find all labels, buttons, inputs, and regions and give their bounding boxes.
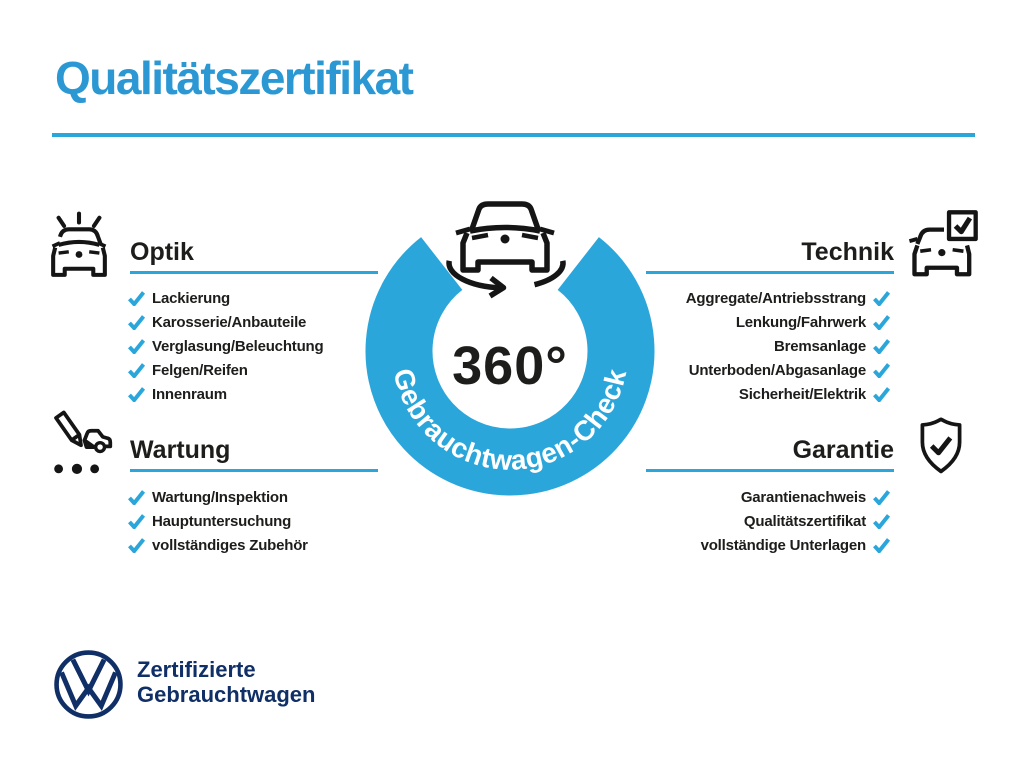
check-icon	[873, 538, 890, 553]
check-icon	[128, 363, 145, 378]
car-shine-icon	[45, 210, 113, 284]
section-rule-optik	[130, 271, 378, 274]
check-icon	[873, 315, 890, 330]
section-title-technik: Technik	[801, 238, 894, 266]
shield-check-icon	[910, 411, 972, 481]
section-title-garantie: Garantie	[792, 436, 894, 464]
360-degree-badge	[360, 183, 660, 523]
check-icon	[128, 490, 145, 505]
check-icon	[873, 387, 890, 402]
check-icon	[873, 490, 890, 505]
list-item-label: Aggregate/Antriebsstrang	[685, 289, 866, 307]
list-item-label: Qualitätszertifikat	[743, 512, 866, 530]
section-title-wartung: Wartung	[130, 436, 231, 464]
service-checklist-icon	[45, 408, 113, 478]
check-icon	[128, 538, 145, 553]
list-item-label: Sicherheit/Elektrik	[738, 385, 866, 403]
list-item-label: Garantienachweis	[740, 488, 866, 506]
car-front-rotation-icon	[449, 204, 563, 296]
brand-text	[137, 657, 315, 707]
check-icon	[128, 514, 145, 529]
list-item	[560, 533, 890, 557]
check-icon	[873, 514, 890, 529]
ring-label: Gebrauchtwagen-Check	[387, 365, 633, 477]
list-item	[128, 382, 323, 406]
check-icon	[128, 315, 145, 330]
section-rule-garantie	[646, 469, 894, 472]
section-title-optik: Optik	[130, 238, 194, 266]
vw-logo	[53, 649, 124, 720]
wartung-list	[128, 485, 308, 557]
section-rule-technik	[646, 271, 894, 274]
list-item-label: vollständige Unterlagen	[700, 536, 866, 554]
list-item	[128, 533, 308, 557]
optik-list	[128, 286, 323, 406]
list-item-label: Karosserie/Anbauteile	[152, 313, 307, 331]
list-item-label: Felgen/Reifen	[152, 361, 248, 379]
list-item-label: vollständiges Zubehör	[152, 536, 308, 554]
brand-line-2: Gebrauchtwagen	[137, 682, 316, 707]
check-icon	[873, 363, 890, 378]
page-title: Qualitätszertifikat	[55, 52, 413, 104]
list-item	[128, 509, 308, 533]
list-item	[128, 334, 323, 358]
brand-line-1: Zertifizierte	[137, 657, 256, 682]
check-icon	[873, 339, 890, 354]
section-rule-wartung	[130, 469, 378, 472]
list-item-label: Innenraum	[152, 385, 227, 403]
list-item	[128, 310, 323, 334]
list-item-label: Unterboden/Abgasanlage	[688, 361, 866, 379]
list-item-label: Wartung/Inspektion	[152, 488, 288, 506]
list-item-label: Hauptuntersuchung	[152, 512, 292, 530]
check-icon	[873, 291, 890, 306]
check-icon	[128, 387, 145, 402]
car-checkbox-icon	[908, 208, 980, 280]
list-item-label: Verglasung/Beleuchtung	[152, 337, 324, 355]
list-item	[128, 286, 323, 310]
check-icon	[128, 339, 145, 354]
list-item-label: Lackierung	[152, 289, 231, 307]
list-item-label: Lenkung/Fahrwerk	[735, 313, 866, 331]
check-icon	[128, 291, 145, 306]
list-item-label: Bremsanlage	[773, 337, 866, 355]
list-item	[128, 358, 323, 382]
badge-value: 360°	[452, 336, 568, 396]
list-item	[128, 485, 308, 509]
header-divider	[52, 133, 975, 137]
